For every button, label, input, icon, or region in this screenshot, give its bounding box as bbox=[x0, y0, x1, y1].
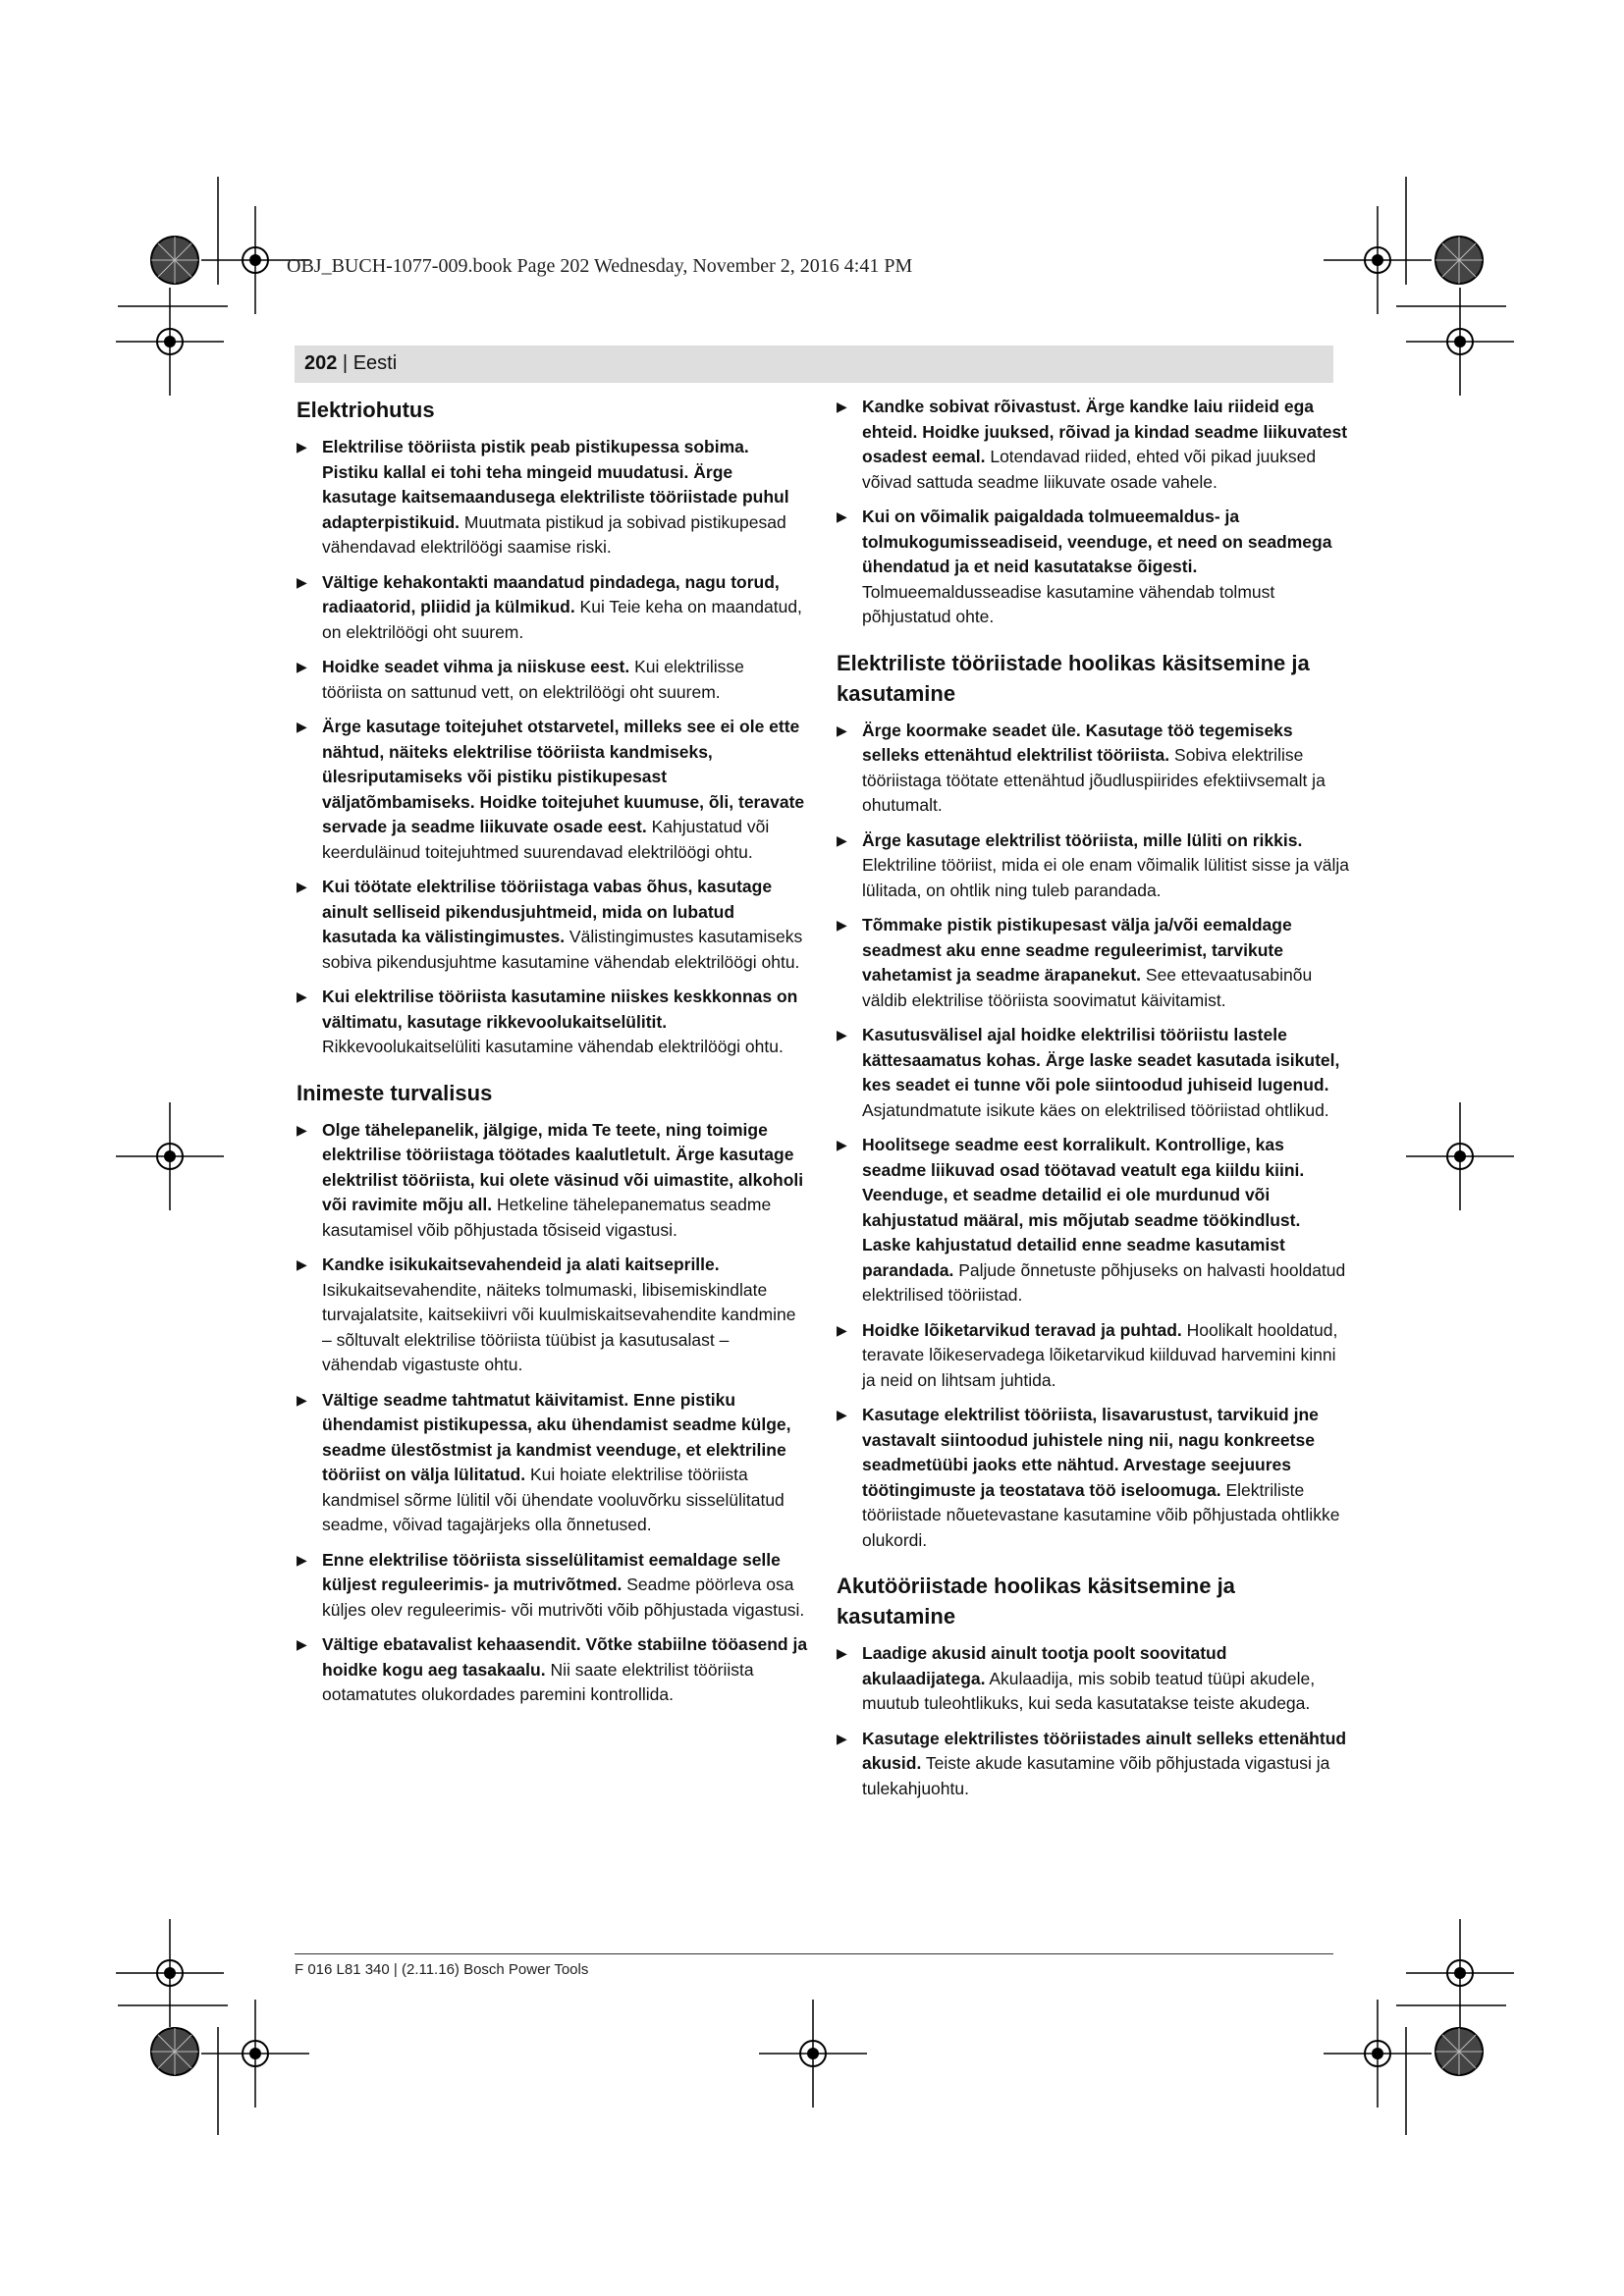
list-item bbox=[297, 1118, 809, 1244]
list-item bbox=[837, 505, 1349, 630]
triangle-bullet-icon: ▶ bbox=[297, 719, 307, 734]
list-item bbox=[297, 1548, 809, 1624]
triangle-bullet-icon: ▶ bbox=[837, 1321, 847, 1338]
triangle-bullet-icon: ▶ bbox=[297, 1636, 307, 1652]
instruction-explanation: Seadme pöörleva osa küljes olev reguleerimis- või mutrivõti võib põhjustada vigastusi. bbox=[322, 1575, 805, 1620]
instruction-explanation: Rikkevoolukaitselüliti kasutamine vähendab elektrilöögi ohtu. bbox=[322, 1037, 784, 1056]
instruction-explanation: Akulaadija, mis sobib teatud tüüpi akudele, muutub tuleohtlikuks, kui seda kasutatakse teiste akudega. bbox=[862, 1668, 1316, 1713]
section-heading: Elektriohutus bbox=[297, 398, 435, 422]
safety-list bbox=[837, 395, 1349, 630]
triangle-bullet-icon: ▶ bbox=[837, 831, 847, 848]
triangle-bullet-icon: ▶ bbox=[837, 917, 847, 933]
list-item bbox=[837, 913, 1349, 1013]
safety-list bbox=[297, 1118, 809, 1708]
instruction-bold: Kasutage elektrilistes tööriistades ainult selleks ettenähtud akusid. bbox=[862, 1728, 1347, 1773]
triangle-bullet-icon: ▶ bbox=[297, 573, 307, 590]
instruction-bold: Ärge kasutage toitejuhet otstarvetel, milleks see ei ole ette nähtud, näiteks elektrilise tööriista kandmiseks, ülesriputamiseks või pistiku pistikupesast väljatõmbamiseks. Hoidke toitejuhet kuumuse, õli, teravate servade ja seadme liikuvate osade eest. bbox=[322, 717, 805, 836]
instruction-bold: Kandke sobivat rõivastust. Ärge kandke laiu riideid ega ehteid. Hoidke juuksed, rõivad ja kindad seadme liikuvatest osadest eemal. bbox=[862, 397, 1348, 466]
triangle-bullet-icon: ▶ bbox=[297, 1121, 307, 1138]
instruction-bold: Kasutage elektrilist tööriista, lisavarustust, tarvikuid jne vastavalt siintoodud juhistele ning nii, nagu konkreetse seadmetüübi jaoks ette nähtud. Arvestage seejuures töötingimuste ja teostatava töö iseloomuga. bbox=[862, 1405, 1319, 1500]
triangle-bullet-icon: ▶ bbox=[297, 439, 307, 454]
list-item bbox=[837, 1133, 1349, 1308]
instruction-bold: Vältige seadme tahtmatut käivitamist. Enne pistiku ühendamist pistikupessa, aku ühendamist seadme külge, seadme ülestõstmist ja kandmist veenduge, et elektriline tööriist on välja lülitatud. bbox=[322, 1389, 791, 1484]
triangle-bullet-icon: ▶ bbox=[837, 1645, 847, 1661]
instruction-bold: Vältige ebatavalist kehaasendit. Võtke stabiilne tööasend ja hoidke kogu aeg tasakaalu. bbox=[322, 1634, 808, 1680]
instruction-bold: Hoidke lõiketarvikud teravad ja puhtad. bbox=[862, 1319, 1182, 1340]
triangle-bullet-icon: ▶ bbox=[297, 879, 307, 894]
triangle-bullet-icon: ▶ bbox=[837, 1027, 847, 1042]
right-column bbox=[837, 395, 1349, 1811]
instruction-bold: Vältige kehakontakti maandatud pindadega, nagu torud, radiaatorid, pliidid ja külmikud. bbox=[322, 571, 780, 616]
page-footer: F 016 L81 340 | (2.11.16) Bosch Power Tools bbox=[295, 1961, 589, 1978]
list-item bbox=[837, 1641, 1349, 1717]
safety-list bbox=[297, 435, 809, 1060]
instruction-bold: Kasutusvälisel ajal hoidke elektrilisi tööriistu lastele kättesaamatus kohas. Ärge laske seadet kasutada isikutel, kes seadet ei tunne või pole siintoodud juhiseid lugenud. bbox=[862, 1025, 1340, 1095]
instruction-explanation: Isikukaitsevahendite, näiteks tolmumaski, libisemiskindlate turvajalatsite, kaitsekiivri või kuulmiskaitsevahendite kandmine – sõltuvalt elektrilise tööriista tüübist ja kasutusalast – vähendab vigastuste ohtu. bbox=[322, 1279, 796, 1374]
page-number: 202 | Eesti bbox=[304, 352, 398, 374]
instruction-explanation: Paljude õnnetuste põhjuseks on halvasti hooldatud elektrilised tööriistad. bbox=[862, 1259, 1346, 1305]
instruction-explanation: Elektriline tööriist, mida ei ole enam võimalik lülitist sisse ja välja lülitada, on ohtlik ning tuleb parandada. bbox=[862, 855, 1350, 900]
list-item bbox=[837, 395, 1349, 495]
safety-list bbox=[837, 1641, 1349, 1801]
instruction-explanation: Muutmata pistikud ja sobivad pistikupesad vähendavad elektrilöögi saamise riski. bbox=[322, 511, 786, 557]
list-item bbox=[837, 1727, 1349, 1802]
instruction-bold: Kandke isikukaitsevahendeid ja alati kaitseprille. bbox=[322, 1255, 720, 1274]
list-item bbox=[837, 1318, 1349, 1394]
list-item bbox=[837, 1403, 1349, 1553]
list-item bbox=[297, 1632, 809, 1708]
instruction-bold: Ärge kasutage elektrilist tööriista, mille lüliti on rikkis. bbox=[862, 829, 1303, 850]
instruction-explanation: Välistingimustes kasutamiseks sobiva pikendusjuhtme kasutamine vähendab elektrilöögi ohtu. bbox=[322, 927, 803, 972]
instruction-explanation: Lotendavad riided, ehted või pikad juuksed võivad sattuda seadme liikuvate osade vahele. bbox=[862, 447, 1317, 492]
list-item bbox=[297, 985, 809, 1060]
instruction-explanation: Hetkeline tähelepanematus seadme kasutamisel võib põhjustada tõsiseid vigastusi. bbox=[322, 1195, 772, 1240]
list-item bbox=[297, 875, 809, 975]
section-heading: Elektriliste tööriistade hoolikas käsitsemine ja kasutamine bbox=[837, 650, 1310, 706]
list-item bbox=[297, 1388, 809, 1538]
instruction-bold: Hoolitsege seadme eest korralikult. Kontrollige, kas seadme liikuvad osad töötavad veatult ega kiildu kiini. Veenduge, et seadme detailid ei ole murdunud või kahjustatud määral, mis mõjutab seadme töökindlust. Laske kahjustatud detailid enne seadme kasutamist parandada. bbox=[862, 1135, 1305, 1280]
instruction-explanation: Asjatundmatute isikute käes on elektrilised tööriistad ohtlikud. bbox=[862, 1099, 1329, 1120]
instruction-bold: Olge tähelepanelik, jälgige, mida Te teete, ning toimige elektrilise tööriistaga töötades kaalutletult. Ärge kasutage elektrilist tööriista, kui olete väsinud või uimastite, alkoholi või ravimite mõju all. bbox=[322, 1119, 804, 1214]
triangle-bullet-icon: ▶ bbox=[837, 1407, 847, 1422]
instruction-bold: Enne elektrilise tööriista sisselülitamist eemaldage selle küljest reguleerimis- ja mutrivõtmed. bbox=[322, 1549, 781, 1594]
safety-list bbox=[837, 719, 1349, 1554]
left-column bbox=[297, 395, 809, 1718]
instruction-explanation: Elektriliste tööriistade nõuetevastane kasutamine võib põhjustada ohtlikke olukordi. bbox=[862, 1479, 1340, 1550]
section-heading: Akutööriistade hoolikas käsitsemine ja kasutamine bbox=[837, 1574, 1235, 1629]
triangle-bullet-icon: ▶ bbox=[297, 1551, 307, 1568]
page-number-value: 202 bbox=[304, 352, 338, 374]
instruction-explanation: Kui hoiate elektrilise tööriista kandmisel sõrme lülitil või ühendate vooluvõrku sisselülitatud seadme, võivad tagajärjeks olla õnnetused. bbox=[322, 1465, 785, 1534]
triangle-bullet-icon: ▶ bbox=[837, 399, 847, 414]
instruction-explanation: Hoolikalt hooldatud, teravate lõikeservadega lõiketarvikud kiilduvad harvemini kinni ja neid on lihtsam juhtida. bbox=[862, 1319, 1338, 1390]
list-item bbox=[297, 715, 809, 865]
instruction-bold: Kui on võimalik paigaldada tolmueemaldus- ja tolmukogumisseadiseid, veenduge, et need on seadmega ühendatud ja et neid kasutatakse õigesti. bbox=[862, 507, 1332, 576]
instruction-explanation: Tolmueemaldusseadise kasutamine vähendab tolmust põhjustatud ohte. bbox=[862, 581, 1275, 626]
instruction-bold: Ärge koormake seadet üle. Kasutage töö tegemiseks selleks ettenähtud elektrilist tööriista. bbox=[862, 720, 1293, 765]
instruction-bold: Laadige akusid ainult tootja poolt soovitatud akulaadijatega. bbox=[862, 1643, 1227, 1688]
list-item bbox=[297, 570, 809, 646]
triangle-bullet-icon: ▶ bbox=[297, 659, 307, 674]
instruction-bold: Kui elektrilise tööriista kasutamine niiskes keskkonnas on vältimatu, kasutage rikkevoolukaitselülitit. bbox=[322, 987, 798, 1032]
instruction-explanation: Kahjustatud või keerduläinud toitejuhtmed suurendavad elektrilöögi ohtu. bbox=[322, 817, 770, 862]
list-item bbox=[297, 1253, 809, 1378]
instruction-explanation: Teiste akude kasutamine võib põhjustada vigastusi ja tulekahjuohtu. bbox=[862, 1753, 1330, 1798]
instruction-bold: Tõmmake pistik pistikupesast välja ja/või eemaldage seadmest aku enne seadme reguleerimist, tarvikute vahetamist ja seadme ärapanekut. bbox=[862, 915, 1292, 985]
list-item bbox=[837, 1023, 1349, 1123]
instruction-explanation: Kui Teie keha on maandatud, on elektrilöögi oht suurem. bbox=[322, 597, 802, 642]
triangle-bullet-icon: ▶ bbox=[837, 721, 847, 738]
instruction-explanation: Sobiva elektrilise tööriistaga töötate ettenähtud jõudluspiirides efektiivsemalt ja ohutumalt. bbox=[862, 745, 1326, 815]
footer-rule bbox=[295, 1953, 1333, 1954]
list-item bbox=[837, 828, 1349, 904]
instruction-explanation: Kui elektrilisse tööriista on sattunud vett, on elektrilöögi oht suurem. bbox=[322, 657, 744, 702]
list-item bbox=[837, 719, 1349, 819]
instruction-explanation: Nii saate elektrilist tööriista ootamatutes olukordades paremini kontrollida. bbox=[322, 1659, 754, 1704]
page-header bbox=[295, 346, 1333, 383]
list-item bbox=[297, 435, 809, 561]
instruction-bold: Hoidke seadet vihma ja niiskuse eest. bbox=[322, 657, 630, 676]
triangle-bullet-icon: ▶ bbox=[297, 988, 307, 1004]
triangle-bullet-icon: ▶ bbox=[297, 1256, 307, 1272]
instruction-bold: Elektrilise tööriista pistik peab pistikupessa sobima. Pistiku kallal ei tohi teha mingeid muudatusi. Ärge kasutage kaitsemaandusega elektriliste tööriistade puhul adapterpistikuid. bbox=[322, 437, 789, 532]
instruction-explanation: See ettevaatusabinõu väldib elektrilise tööriista soovimatut käivitamist. bbox=[862, 965, 1313, 1010]
triangle-bullet-icon: ▶ bbox=[297, 1391, 307, 1408]
list-item bbox=[297, 655, 809, 705]
triangle-bullet-icon: ▶ bbox=[837, 508, 847, 524]
print-slug: OBJ_BUCH-1077-009.book Page 202 Wednesday, November 2, 2016 4:41 PM bbox=[287, 255, 913, 277]
section-heading: Inimeste turvalisus bbox=[297, 1080, 493, 1105]
triangle-bullet-icon: ▶ bbox=[837, 1730, 847, 1746]
instruction-bold: Kui töötate elektrilise tööriistaga vabas õhus, kasutage ainult selliseid pikendusjuhtmeid, mida on lubatud kasutada ka välistingimustes. bbox=[322, 877, 773, 946]
triangle-bullet-icon: ▶ bbox=[837, 1137, 847, 1152]
section-name: Eesti bbox=[352, 352, 398, 374]
